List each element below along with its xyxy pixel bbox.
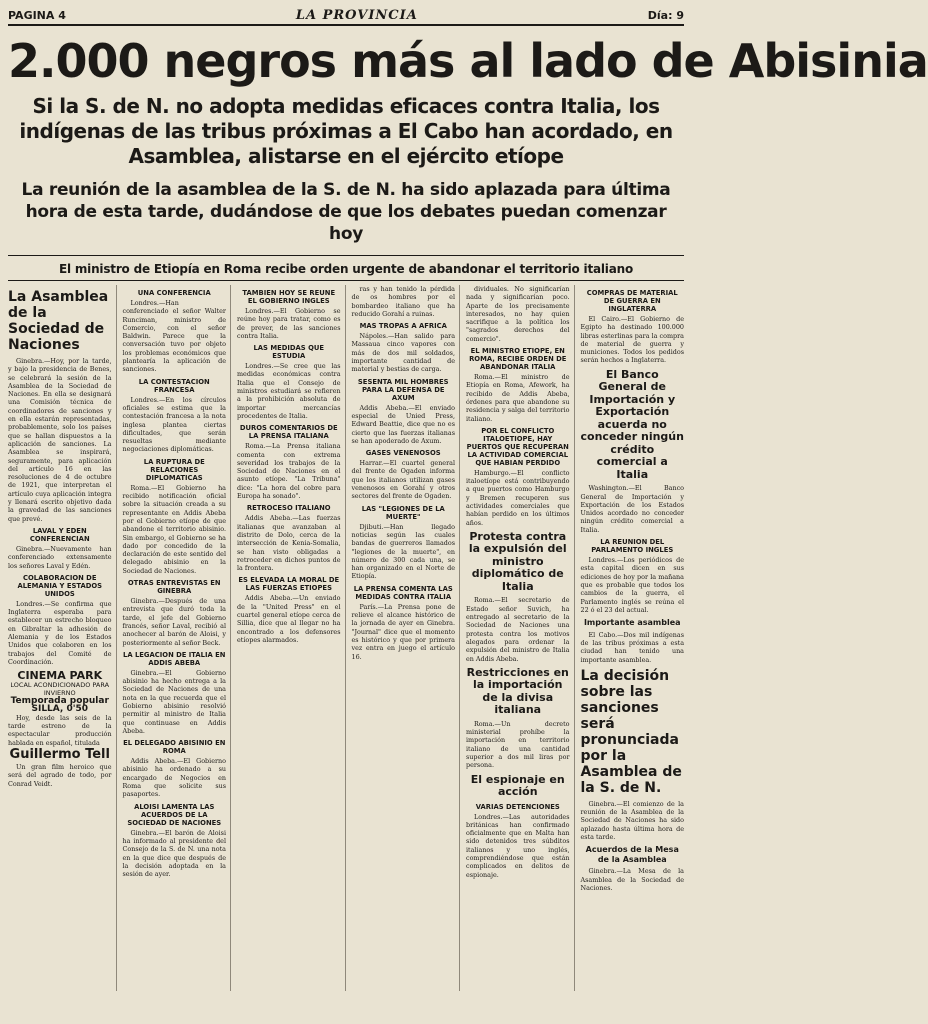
article-text: Nápoles.—Han salido para Massaua cinco vapores con más de dos mil soldados, importante cantidad de material y bestias de carga. <box>351 332 455 374</box>
article-text: dividuales. No significarían nada y significarían poco. Aparte de los precisamente interesados, no hay quien sacrifique a la política los "sagrados derechos del comercio". <box>466 285 570 343</box>
article-text: Hoy, desde las seis de la tarde estreno de la espectacular producción hablada en español, titulada <box>8 713 112 747</box>
article-text: Ginebra.—La Mesa de la Asamblea de la Sociedad de Naciones. <box>580 867 684 892</box>
section-heading: LA RUPTURA DE RELACIONES DIPLOMATICAS <box>143 457 205 482</box>
article-text: Ginebra.—El Gobierno abisinio ha hecho entrega a la Sociedad de Naciones de una nota en la que recuerda que el Gobierno abisinio resolvió permitir al ministro de Italia que continuase en Addis Abeba. <box>122 668 226 735</box>
article-text: Addis Abeba.—Un enviado de la "United Press" en el cuartel general etíope cerca de Sillia, dice que al llegar no ha encontrado a los defensores etíopes alarmados. <box>237 594 341 644</box>
article-text: Roma.—El ministro de Etiopía en Roma, Afework, ha recibido de Addis Abeba, órdenes para que abandone su residencia y salga del territorio italiano. <box>466 373 570 423</box>
main-headline: 2.000 negros más al lado de Abisinia <box>8 34 928 88</box>
article-text: Roma.—El secretario de Estado señor Suvich, ha entregado al secretario de la Sociedad de Naciones una protesta contra los motivos alegados para ordenar la expulsión del ministro de Italia en Addis Abeba. <box>466 596 570 663</box>
page-number: PAGINA 4 <box>8 8 66 22</box>
subheadline: Si la S. de N. no adopta medidas eficaces contra Italia, los indígenas de las tribus próximas a El Cabo han acordado, en Asamblea, alistarse en el ejército etíope <box>19 94 673 168</box>
article-title: La Asamblea de la Sociedad de Naciones <box>8 289 109 353</box>
article-text: El Cabo.—Dos mil indígenas de las tribus próximas a esta ciudad han tenido una importante asamblea. <box>580 630 684 664</box>
article-text: Londres.—Las autoridades británicas han confirmado oficialmente que en Malta han sido detenidos tres súbditos italianos y uno inglés, comprendiéndose que están complicados en delitos de espionaje. <box>466 812 570 879</box>
secondary-headline: La reunión de la asamblea de la S. de N. ha sido aplazada para última hora de esta tarde, dudándose de que los debates puedan comenzar hoy <box>21 180 671 244</box>
section-heading: UNA CONFERENCIA <box>137 289 211 297</box>
section-heading: EL MINISTRO ETIOPE, EN ROMA, RECIBE ORDEN DE ABANDONAR ITALIA <box>469 347 567 372</box>
section-heading: LA REUNION DEL PARLAMENTO INGLES <box>591 538 674 555</box>
article-title: La decisión sobre las sanciones será pronunciada por la Asamblea de la S. de N. <box>580 667 682 796</box>
section-heading: SESENTA MIL HOMBRES PARA LA DEFENSA DE AXUM <box>357 377 449 402</box>
newspaper-page <box>8 6 928 1018</box>
section-heading: GASES VENENOSOS <box>365 449 441 458</box>
column-3 <box>237 285 346 991</box>
section-heading: EL DELEGADO ABISINIO EN ROMA <box>123 739 226 756</box>
banner-headline: El ministro de Etiopía en Roma recibe orden urgente de abandonar el territorio italiano <box>58 262 634 276</box>
section-heading: VARIAS DETENCIONES <box>475 802 560 811</box>
article-text: Un gran film heroico que será del agrado de todo, por Conrad Veidt. <box>8 763 112 788</box>
column-2 <box>123 285 232 991</box>
section-heading: LAS "LEGIONES DE LA MUERTE" <box>361 504 445 521</box>
film-title: Guillermo Tell <box>9 746 110 762</box>
page-day: Día: 9 <box>647 8 684 22</box>
article-text: Ginebra.—Después de una entrevista que duró toda la tarde, el jefe del Gobierno francés, señor Laval, recibió al anochecer al barón de Aloisi, y posteriormente al señor Beck. <box>122 597 226 647</box>
paper-name: LA PROVINCIA <box>295 7 418 23</box>
article-text: Ginebra.—El comienzo de la reunión de la Asamblea de la Sociedad de Naciones ha sido aplazado hasta última hora de esta tarde. <box>580 799 684 842</box>
article-text: Ginebra.—Hoy, por la tarde, y bajo la presidencia de Benes, se celebrará la sesión de la Asamblea de la Sociedad de Naciones. En ella se designará una Comisión técnica de coordinadores de sanciones y en ella estarán representadas, probablemente, solo los países que se hallan dispuestos a la aplicación de sanciones. La Asamblea se inspirará, seguramente, para aplicación del artículo 16 en las resoluciones de 4 de octubre de 1921, que interpretan el artículo cuya aplicación integra y llenará escrito objetivo dada la gravedad de las sanciones que prevé. <box>8 357 112 523</box>
article-text: Washington.—El Banco General de Importación y Exportación de los Estados Unidos acordado no conceder ningún crédito comercial a Italia. <box>580 484 684 534</box>
cinema-season: Temporada popular <box>10 696 109 707</box>
article-title: Restricciones en la importación de la divisa italiana <box>466 665 569 717</box>
section-heading: COLABORACION DE ALEMANIA Y ESTADOS UNIDOS <box>17 573 103 598</box>
article-title: Protesta contra la expulsión del ministro diplomático de Italia <box>468 529 567 593</box>
article-title: El espionaje en acción <box>470 772 565 799</box>
article-text: Londres.—Los periódicos de esta capital dicen en sus ediciones de hoy por la mañana que es probable que todos los cambios de la guerra, el Parlamento inglés se reúna el 22 ó el 23 del actual. <box>580 556 684 614</box>
article-text: Roma.—Un decreto ministerial prohíbe la importación en territorio italiano de una cantidad superior a dos mil liras por persona. <box>466 719 570 770</box>
cinema-name: CINEMA PARK <box>17 669 103 683</box>
section-heading: LAVAL Y EDEN CONFERENCIAN <box>29 526 90 543</box>
section-heading: LAS MEDIDAS QUE ESTUDIA <box>253 344 325 361</box>
article-text: Londres.—En los círculos oficiales se estima que la contestación francesa a la nota inglesa plantea ciertas dificultades, que serán resueltas mediante negociaciones diplomáticas. <box>122 395 226 454</box>
divider <box>8 255 684 256</box>
article-text: Ginebra.—El barón de Aloisi ha informado al presidente del Consejo de la S. de N. una nota en la que dice que después de la decisión adoptada en la sesión de ayer. <box>122 828 226 879</box>
section-heading: OTRAS ENTREVISTAS EN GINEBRA <box>127 579 221 596</box>
article-text: ras y han tenido la pérdida de os hombres por el bombardeo italiano que ha reducido Gorahí a ruinas. <box>351 285 455 318</box>
masthead <box>8 6 684 26</box>
article-text: Harrar.—El cuartel general del frente de Ogaden informa que los italianos utilizan gases venenosos en Gorahí y otros sectores del frente de Ogaden. <box>351 459 455 501</box>
article-text: París.—La Prensa pone de relieve el alcance histórico de la jornada de ayer en Ginebra. "Journal" dice que el momento es histórico y que por primera vez entra en juego el artículo 16. <box>351 602 455 661</box>
article-columns <box>8 285 684 991</box>
column-5 <box>466 285 575 991</box>
article-title: El Banco General de Importación y Exportación acuerda no conceder ningún crédito comercial a Italia <box>580 367 684 481</box>
article-text: Roma.—La Prensa italiana comenta con extrema severidad los trabajos de la Sociedad de Naciones en el asunto etíope. "La Tribuna" dice: "La hora del cobre para Europa ha sonado". <box>237 442 341 501</box>
article-title: Acuerdos de la Mesa de la Asamblea <box>585 845 679 864</box>
section-heading: RETROCESO ITALIANO <box>246 504 331 513</box>
section-heading: POR EL CONFLICTO ITALOETIOPE, HAY PUERTOS QUE RECUPERAN LA ACTIVIDAD COMERCIAL QUE HABIAN PERDIDO <box>466 426 569 467</box>
section-heading: LA PRENSA COMENTA LAS MEDIDAS CONTRA ITALIA <box>353 584 453 601</box>
column-6 <box>581 285 685 991</box>
article-text: Londres.—Se cree que las medidas económicas contra Italia que el Consejo de ministros estudiará se refieren a la prohibición absoluta de importar mercancías procedentes de Italia. <box>237 362 341 420</box>
column-1 <box>8 285 117 991</box>
section-heading: Importante asamblea <box>583 618 681 628</box>
article-text: Ginebra.—Nuevamente han conferenciado extensamente los señores Laval y Edén. <box>8 544 112 570</box>
article-text: El Cairo.—El Gobierno de Egipto ha destinado 100.000 libras esterlinas para la compra de material de guerra y municiones. Todos los pedidos serán hechos a Inglaterra. <box>580 315 684 365</box>
section-heading: TAMBIEN HOY SE REUNE EL GOBIERNO INGLES <box>242 289 336 305</box>
article-text: Hamburgo.—El conflicto italoetíope está contribuyendo a que puertos como Hamburgo y Bremen recuperen sus actividades comerciales que habían perdido en los últimos años. <box>466 468 570 527</box>
section-heading: COMPRAS DE MATERIAL DE GUERRA EN INGLATERRA <box>586 289 678 313</box>
divider <box>8 280 684 281</box>
section-heading: MAS TROPAS A AFRICA <box>359 322 447 331</box>
cinema-ad <box>8 669 112 715</box>
article-text: Londres.—Han conferenciado el señor Walter Runciman, ministro de Comercio, con el señor Baldwin. Parece que la conversación tuvo por objeto los problemas económicos que plantearía la aplicación de sanciones. <box>122 299 226 374</box>
column-4 <box>352 285 461 991</box>
section-heading: ES ELEVADA LA MORAL DE LAS FUERZAS ETIOPES <box>238 576 340 593</box>
section-heading: DUROS COMENTARIOS DE LA PRENSA ITALIANA <box>239 424 338 441</box>
cinema-sub: LOCAL ACONDICIONADO PARA INVIERNO <box>10 680 110 697</box>
article-text: Addis Abeba.—Las fuerzas italianas que avanzaban al distrito de Dolo, cerca de la intersección de Kenia-Somalia, se han visto obligadas a retroceder en dichos puntos de la frontera. <box>237 514 341 573</box>
article-text: Addis Abeba.—El Gobierno abisinio ha ordenado a su encargado de Negocios en Roma que solicite sus pasaportes. <box>122 757 226 799</box>
article-text: Londres.—El Gobierno se reúne hoy para tratar, como es de prever, de las sanciones contra Italia. <box>237 307 341 340</box>
article-text: Londres.—Se confirma que Inglaterra esperaba para establecer un estrecho bloqueo en Gibraltar la adhesión de Alemania y de los Estados Unidos que colaboren en los trabajos del Comité de Coordinación. <box>8 599 112 666</box>
cinema-price: SILLA, 0'50 <box>31 704 89 715</box>
section-heading: ALOISI LAMENTA LAS ACUERDOS DE LA SOCIEDAD DE NACIONES <box>127 802 222 827</box>
section-heading: LA CONTESTACION FRANCESA <box>138 377 210 394</box>
section-heading: LA LEGACION DE ITALIA EN ADDIS ABEBA <box>123 650 226 667</box>
article-text: Roma.—El Gobierno ha recibido notificación oficial sobre la situación creada a su representante en Addis Abeba por el Gobierno etíope de que abandone el territorio abisinio. Sin embargo, el Gobierno se ha dado por concedido de la declaración de este sentido del delegado abisinio en la Sociedad de Naciones. <box>122 483 226 575</box>
film-title-box <box>8 746 112 762</box>
article-text: Djibuti.—Han llegado noticias según las cuales bandas de guerreros llamados "legiones de la muerte", en número de 300 cada una, se han organizado en el Norte de Etiopía. <box>351 522 455 581</box>
article-text: Addis Abeba.—El enviado especial de Unied Press, Edward Beattie, dice que no es cierto que las fuerzas italianas se han apoderado de Axum. <box>351 403 455 445</box>
